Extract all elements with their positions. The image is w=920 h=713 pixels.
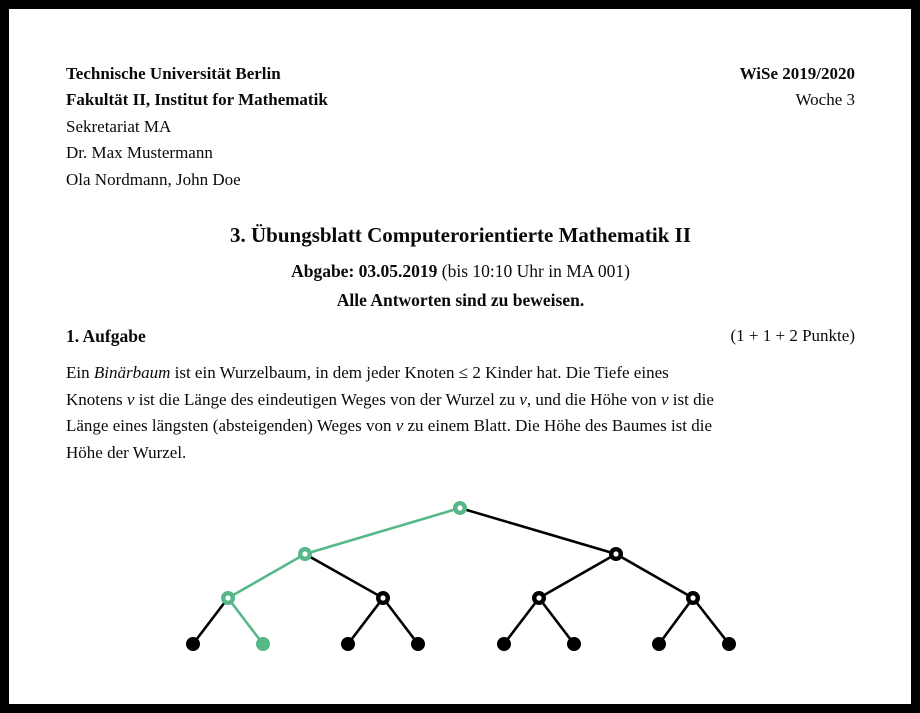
faculty-name: Fakultät II, Institut for Mathematik xyxy=(66,90,328,110)
semester-label: WiSe 2019/2020 xyxy=(739,64,855,83)
exercise-points: (1 + 1 + 2 Punkte) xyxy=(730,326,855,346)
deadline-line xyxy=(66,258,855,284)
tree-node-l8 xyxy=(722,637,736,651)
tree-node-n11 xyxy=(223,594,233,604)
tree-node-n12 xyxy=(378,594,388,604)
title-block xyxy=(66,222,855,313)
tree-node-l3 xyxy=(341,637,355,651)
header-right-block xyxy=(740,61,855,114)
tree-edge-n2-n22 xyxy=(616,554,693,598)
exercise-body-line: Ein Binärbaum ist ein Wurzelbaum, in dem jeder Knoten ≤ 2 Kinder hat. Die Tiefe eines xyxy=(66,363,669,383)
exercise-body-line: Länge eines längsten (absteigenden) Weges von v zu einem Blatt. Die Höhe des Baumes ist die xyxy=(66,416,713,436)
exercise-body xyxy=(66,360,855,466)
deadline-date: Abgabe: 03.05.2019 xyxy=(291,261,438,282)
tree-edge-n1-n12 xyxy=(305,554,383,598)
institution-name: Technische Universität Berlin xyxy=(66,64,281,83)
week-label: Woche 3 xyxy=(795,90,855,110)
tree-edge-root-n1 xyxy=(305,508,460,554)
tree-edge-n21-l5 xyxy=(504,598,539,644)
tree-edge-root-n2 xyxy=(460,508,616,554)
lecturer-line: Dr. Max Mustermann xyxy=(66,143,213,163)
assistants-line: Ola Nordmann, John Doe xyxy=(66,169,241,189)
deadline-details: (bis 10:10 Uhr in MA 001) xyxy=(437,261,630,282)
proof-note: Alle Antworten sind zu beweisen. xyxy=(336,290,585,311)
tree-edge-n21-l6 xyxy=(539,598,574,644)
tree-edge-n11-l1 xyxy=(193,598,228,644)
page-content xyxy=(9,9,911,661)
tree-node-root xyxy=(455,504,465,514)
header-left-block xyxy=(66,61,328,193)
tree-edge-n11-l2 xyxy=(228,598,263,644)
tree-edge-n22-l8 xyxy=(693,598,729,644)
tree-node-l1 xyxy=(186,637,200,651)
figure-container xyxy=(66,490,855,661)
exercise-number: 1. Aufgabe xyxy=(66,326,146,347)
binary-tree-diagram xyxy=(169,490,753,656)
tree-edge-n12-l3 xyxy=(348,598,383,644)
tree-edge-n22-l7 xyxy=(659,598,693,644)
tree-node-l7 xyxy=(652,637,666,651)
sheet-title: 3. Übungsblatt Computerorientierte Mathematik II xyxy=(230,223,691,248)
tree-node-l6 xyxy=(567,637,581,651)
tree-node-n2 xyxy=(611,550,621,560)
exercise-body-line: Knotens v ist die Länge des eindeutigen Weges von der Wurzel zu v, und die Höhe von v ist die xyxy=(66,389,714,409)
document-header xyxy=(66,61,855,193)
tree-edge-n1-n11 xyxy=(228,554,305,598)
tree-node-l2 xyxy=(256,637,270,651)
exercise-body-line: Höhe der Wurzel. xyxy=(66,442,187,462)
tree-node-n1 xyxy=(300,550,310,560)
tree-edge-n12-l4 xyxy=(383,598,418,644)
tree-node-n21 xyxy=(534,594,544,604)
tree-node-l4 xyxy=(411,637,425,651)
exercise-heading-row xyxy=(66,326,855,347)
secretariat-line: Sekretariat MA xyxy=(66,116,172,136)
tree-node-n22 xyxy=(688,594,698,604)
tree-edge-n2-n21 xyxy=(539,554,616,598)
tree-node-l5 xyxy=(497,637,511,651)
